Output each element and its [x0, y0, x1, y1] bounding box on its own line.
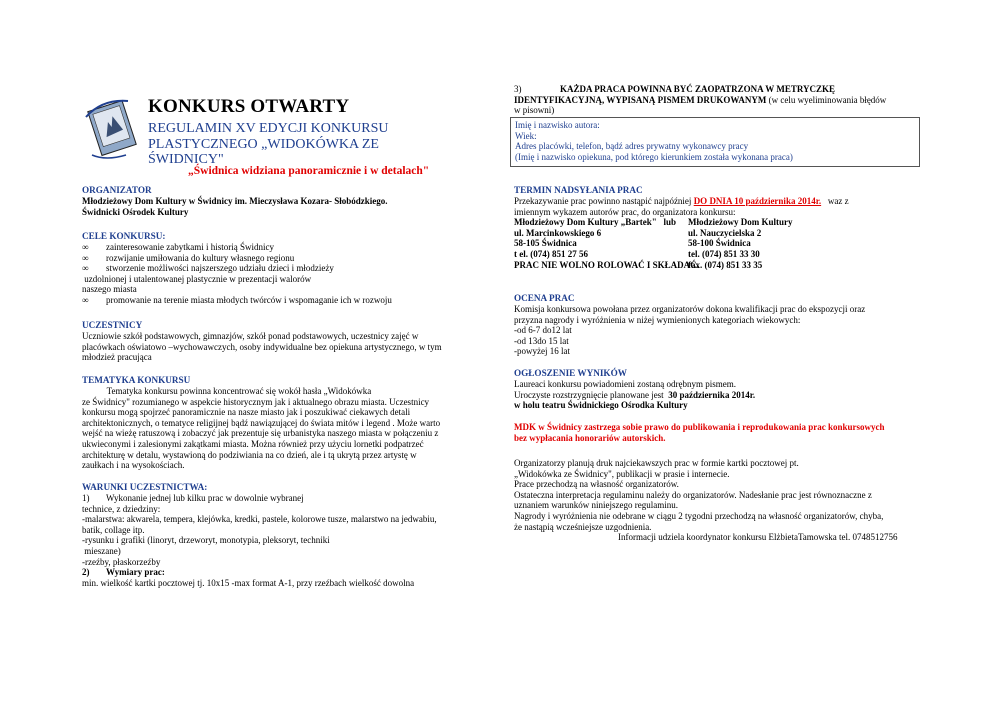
evaluation-heading: OCENA PRAC: [514, 293, 575, 303]
bullet-icon: ∞: [82, 263, 89, 274]
list-continuation: uzdolnionej i utalentowanej plastycznie w prezentacji walorów: [82, 273, 312, 284]
paragraph-line: Laureaci konkursu powiadomieni zostaną odrębnym pismem.: [514, 379, 736, 389]
address-line: fax. (074) 851 33 35: [688, 259, 763, 270]
results-heading: OGŁOSZENIE WYNIKÓW: [514, 368, 627, 378]
list-item-text: zainteresowanie zabytkami i historią Świdnicy: [106, 242, 274, 252]
copyright-note: [514, 422, 920, 443]
paragraph-line: min. wielkość kartki pocztowej tj. 10x15 -max format A-1, przy rzeźbach wielkość dowolna: [82, 577, 415, 588]
address-line: t el. (074) 851 27 56: [514, 248, 588, 259]
paragraph-line: wejść na wieżę ratuszową i zobaczyć jak prezentuje się urbanistyka naszego miasta w połączeniu z: [82, 428, 439, 439]
deadline-section: [514, 185, 920, 271]
paragraph-line: że nastąpią wcześniejsze uzgodnienia.: [514, 521, 652, 532]
evaluation-section: [514, 293, 920, 357]
bullet-icon: ∞: [82, 252, 89, 263]
paragraph-line: uznaniem warunków niniejszego regulaminu.: [514, 500, 678, 511]
no-roll-warning: PRAC NIE WOLNO ROLOWAĆ I SKŁADAĆ.: [514, 260, 699, 271]
address-line: Młodzieżowy Dom Kultury „Bartek" lub: [514, 217, 676, 228]
organizer-line: Świdnicki Ośrodek Kultury: [82, 206, 189, 217]
paragraph-line: technice, z dziedziny:: [82, 503, 161, 514]
paragraph-line: w holu teatru Świdnickiego Ośrodka Kultury: [514, 400, 688, 411]
label-heading-line2: [514, 95, 920, 106]
paragraph-text: Uroczyste rozstrzygnięcie planowane jest: [514, 389, 669, 400]
regulation-title-line: REGULAMIN XV EDYCJI KONKURSU: [148, 121, 389, 136]
label-heading: [514, 84, 920, 95]
paragraph-line: MDK w Świdnicy zastrzega sobie prawo do publikowania i reprodukowania prac konkursowych: [514, 422, 885, 432]
paragraph-line: ze Świdnicy" rozumianego w aspekcie historycznym jak i aktualnego obrazu miasta. Uczestnicy: [82, 396, 430, 407]
age-category: -powyżej 16 lat: [514, 346, 570, 357]
bullet-icon: ∞: [82, 242, 89, 252]
paragraph-line: młodzież pracująca: [82, 352, 152, 363]
paragraph-text: waz z: [821, 196, 849, 206]
paragraph-line: przyzna nagrody i wyróżnienia w niżej wymienionych kategoriach wiekowych:: [514, 314, 801, 325]
paragraph-line: [514, 196, 920, 207]
organizer-line: Młodzieżowy Dom Kultury w Świdnicy im. Mieczysława Kozara- Słobódzkiego.: [82, 196, 388, 206]
list-item: [82, 295, 482, 306]
list-item-text: Wykonanie jednej lub kilku prac w dowolnie wybranej: [106, 493, 304, 503]
page-title: KONKURS OTWARTY: [148, 96, 350, 117]
paragraph-line: -rysunku i grafiki (linoryt, drzeworyt, monotypia, pleksoryt, techniki: [82, 535, 330, 546]
address-line: 58-105 Świdnica: [514, 238, 577, 249]
paragraph-line: konkursu mogą spojrzeć panoramicznie na nasze miasto jak i poszukiwać ciekawych detali: [82, 407, 411, 418]
label-field: (Imię i nazwisko opiekuna, pod którego kierunkiem została wykonana praca): [515, 151, 793, 162]
paragraph-line: placówkach oświatowo –wychowawczych, osoby indywidualne bez opiekuna artystycznego, w tym: [82, 341, 442, 352]
paragraph-line: architektonicznych, o tematyce religijnej bądź nawiązującej do świata mitów i legend . Może warto: [82, 417, 441, 428]
bullet-icon: ∞: [82, 294, 89, 305]
organizer-heading: ORGANIZATOR: [82, 185, 152, 195]
list-item: [82, 493, 482, 504]
paragraph-line: zaułkach i na wysokościach.: [82, 460, 185, 471]
paragraph-line: architekturę w detalu, wystawioną do podziwiania na co dzień, ale i tą ukrytą przez artystę w: [82, 449, 417, 460]
list-item-text: promowanie na terenie miasta młodych twórców i wspomaganie ich w rozwoju: [106, 294, 392, 305]
paragraph-line: Prace przechodzą na własność organizatorów.: [514, 479, 679, 490]
paragraph-line: Komisja konkursowa powołana przez organizatorów dokona kwalifikacji prac do ekspozycji oraz: [514, 304, 866, 314]
regulation-title: [148, 121, 448, 168]
conditions-section: [82, 482, 482, 588]
address-line: tel. (074) 851 33 30: [688, 248, 760, 259]
address-line: Młodzieżowy Dom Kultury: [688, 217, 793, 228]
participants-heading: UCZESTNICY: [82, 320, 143, 330]
list-item-text: stworzenie możliwości najszerszego udziału dzieci i młodzieży: [106, 263, 334, 274]
paragraph-line: -rzeźby, płaskorzeźby: [82, 556, 161, 567]
goals-heading: CELE KONKURSU:: [82, 231, 166, 241]
label-note: (w celu wyeliminowania błędów: [766, 94, 887, 105]
paragraph-line: Organizatorzy planują druk najciekawszych prac w formie kartki pocztowej pt.: [514, 458, 799, 468]
regulation-title-line: ŚWIDNICY": [148, 152, 224, 167]
list-item: [82, 253, 482, 264]
label-field: Adres placówki, telefon, bądź adres prywatny wykonawcy pracy: [515, 141, 749, 152]
contest-logo: [82, 95, 140, 165]
address-right: [688, 217, 792, 270]
paragraph-line: mieszane): [82, 545, 121, 556]
deadline-date: DO DNIA 10 października 2014r.: [693, 196, 822, 206]
results-date: 30 października 2014r.: [668, 389, 756, 400]
final-provisions: [514, 458, 920, 543]
label-section: [514, 84, 920, 116]
paragraph-line: -malarstwa: akwarela, tempera, klejówka, kredki, pastele, kolorowe tusze, malarstwo na jedwabiu,: [82, 514, 437, 525]
paragraph-text: Przekazywanie prac powinno nastąpić najpóźniej: [514, 196, 694, 206]
list-item: [82, 567, 482, 578]
theme-heading: TEMATYKA KONKURSU: [82, 375, 191, 385]
deadline-heading: TERMIN NADSYŁANIA PRAC: [514, 185, 643, 195]
list-continuation: naszego miasta: [82, 284, 137, 295]
contest-motto: „Świdnica widziana panoramicznie i w detalach": [188, 165, 430, 177]
results-section: [514, 368, 920, 411]
age-category: -od 13do 15 lat: [514, 335, 569, 346]
conditions-heading: WARUNKI UCZESTNICTWA:: [82, 482, 208, 492]
paragraph-line: Ostateczna interpretacja regulaminu należy do organizatorów. Nadesłanie prac jest równoznaczne z: [514, 489, 872, 500]
label-heading-text: KAŻDA PRACA POWINNA BYĆ ZAOPATRZONA W METRYCZKĘ: [560, 84, 836, 94]
contact-info: Informacji udziela koordynator konkursu ElżbietaTamowska tel. 0748512756: [618, 532, 898, 543]
paragraph-line: batik, collage itp.: [82, 524, 145, 535]
label-field: Wiek:: [515, 130, 537, 141]
list-number: 3): [514, 84, 522, 94]
paragraph-line: Uczniowie szkół podstawowych, gimnazjów, szkół ponad podstawowych, uczestnicy zajęć w: [82, 331, 419, 341]
goals-section: [82, 231, 482, 306]
theme-section: [82, 375, 482, 471]
label-template-box: [510, 117, 920, 167]
regulation-title-line: PLASTYCZNEGO „WIDOKÓWKA ZE: [148, 136, 379, 152]
label-note: w pisowni): [514, 105, 555, 116]
organizer-section: [82, 185, 482, 217]
address-line: ul. Nauczycielska 2: [688, 227, 762, 238]
list-item-text: rozwijanie umiłowania do kultury własnego regionu: [106, 252, 295, 263]
paragraph-line: [514, 390, 920, 401]
label-field: Imię i nazwisko autora:: [515, 120, 600, 130]
list-number: 2): [82, 567, 90, 578]
label-heading-text: IDENTYFIKACYJNĄ, WYPISANĄ PISMEM DRUKOWANYM: [514, 94, 767, 105]
paragraph-line: bez wypłacania honorariów autorskich.: [514, 432, 666, 443]
list-item: [82, 263, 482, 274]
list-number: 1): [82, 493, 90, 503]
paragraph-line: „Widokówka ze Świdnicy", publikacji w prasie i internecie.: [514, 468, 730, 479]
paragraph-line: imiennym wykazem autorów prac, do organizatora konkursu:: [514, 206, 736, 217]
paragraph-line: Tematyka konkursu powinna koncentrować się wokół hasła „Widokówka: [82, 386, 372, 396]
paragraph-line: Nagrody i wyróżnienia nie odebrane w ciągu 2 tygodni przechodzą na własność organizatorów, chyba,: [514, 510, 884, 521]
address-line: ul. Marcinkowskiego 6: [514, 227, 602, 238]
list-item-text: Wymiary prac:: [106, 567, 165, 578]
paragraph-line: ukwieconymi i zalesionymi zakątkami miasta. Można również przy użyciu lornetki podpatrzeć: [82, 438, 424, 449]
participants-section: [82, 320, 482, 363]
address-line: 58-100 Świdnica: [688, 238, 751, 249]
age-category: -od 6-7 do12 lat: [514, 325, 572, 336]
list-item: [82, 242, 482, 253]
